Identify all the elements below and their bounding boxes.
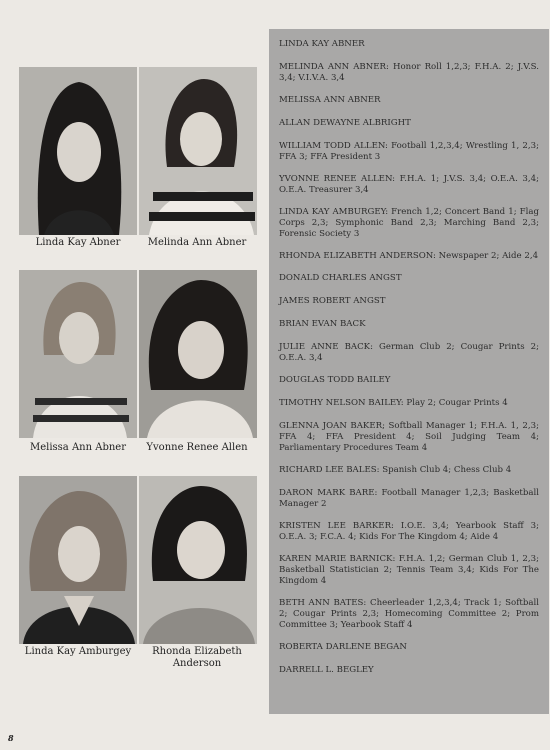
portrait-photo	[19, 67, 137, 235]
photo-caption: Rhonda Elizabeth Anderson	[152, 646, 242, 669]
senior-entry: WILLIAM TODD ALLEN: Football 1,2,3,4; Wrestling 1, 2,3; FFA 3; FFA President 3	[279, 141, 539, 162]
portrait-photo	[139, 270, 257, 438]
senior-entry: BRIAN EVAN BACK	[279, 319, 366, 329]
senior-activities-panel	[269, 29, 549, 714]
senior-entry: LINDA KAY ABNER	[279, 39, 365, 49]
senior-entry: LINDA KAY AMBURGEY: French 1,2; Concert Band 1; Flag Corps 2,3; Symphonic Band 2,3; Marching Band 2,3; Forensic Society 3	[279, 207, 539, 239]
senior-entry: BETH ANN BATES: Cheerleader 1,2,3,4; Track 1; Softball 2; Cougar Prints 2,3; Homecoming Committee 2; Prom Committee 3; Yearbook Staff 4	[279, 598, 539, 630]
photo-caption: Melissa Ann Abner	[29, 442, 126, 453]
portrait-photo	[139, 476, 257, 644]
senior-entry: DARRELL L. BEGLEY	[279, 665, 374, 675]
photo-caption: Melinda Ann Abner	[147, 237, 247, 248]
senior-entry: KAREN MARIE BARNICK: F.H.A. 1,2; German Club 1, 2,3; Basketball Statistician 2; Tennis Team 3,4; Kids For The Kingdom 4	[279, 554, 539, 586]
senior-entry: YVONNE RENEE ALLEN: F.H.A. 1; J.V.S. 3,4; O.E.A. 3,4; O.E.A. Treasurer 3,4	[279, 174, 539, 195]
senior-entry: MELISSA ANN ABNER	[279, 95, 381, 105]
senior-entry: KRISTEN LEE BARKER: I.O.E. 3,4; Yearbook Staff 3; O.E.A. 3; F.C.A. 4; Kids For The Kingdom 4; Aide 4	[279, 521, 539, 542]
senior-entry: JAMES ROBERT ANGST	[279, 296, 386, 306]
senior-entry: RICHARD LEE BALES: Spanish Club 4; Chess Club 4	[279, 465, 512, 475]
senior-entry: JULIE ANNE BACK: German Club 2; Cougar Prints 2; O.E.A. 3,4	[279, 342, 539, 363]
senior-entry: RHONDA ELIZABETH ANDERSON: Newspaper 2; Aide 2,4	[279, 251, 539, 261]
senior-entry: ALLAN DEWAYNE ALBRIGHT	[279, 118, 411, 128]
portrait-photo	[139, 67, 257, 235]
senior-entry: DARON MARK BARE: Football Manager 1,2,3; Basketball Manager 2	[279, 488, 539, 509]
senior-entry: DONALD CHARLES ANGST	[279, 273, 402, 283]
senior-entry: ROBERTA DARLENE BEGAN	[279, 642, 407, 652]
portrait-photo	[19, 476, 137, 644]
page-number: 8	[8, 733, 14, 743]
senior-entry: GLENNA JOAN BAKER; Softball Manager 1; F.H.A. 1, 2,3; FFA 4; FFA President 4; Soil Judging Team 4; Parliamentary Procedures Team 4	[279, 421, 539, 453]
senior-entry: DOUGLAS TODD BAILEY	[279, 375, 391, 385]
photo-caption: Yvonne Renee Allen	[146, 442, 248, 453]
senior-entry: TIMOTHY NELSON BAILEY: Play 2; Cougar Prints 4	[279, 398, 508, 408]
photo-caption: Linda Kay Abner	[35, 237, 121, 248]
portrait-photo	[19, 270, 137, 438]
senior-entry: MELINDA ANN ABNER: Honor Roll 1,2,3; F.H.A. 2; J.V.S. 3,4; V.I.V.A. 3,4	[279, 62, 539, 83]
photo-caption: Linda Kay Amburgey	[24, 646, 132, 657]
